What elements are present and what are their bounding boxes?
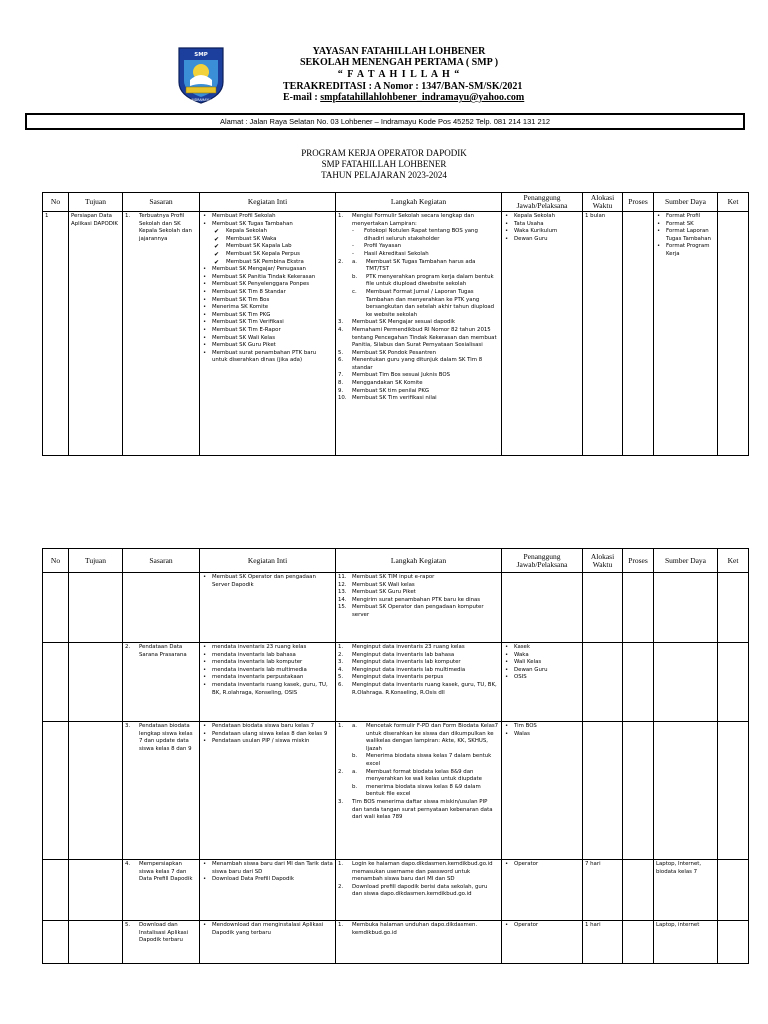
step-item [338,659,499,667]
header-sumber: Sumber Daya [654,549,718,573]
list-item: • Tata Usaha [504,221,580,229]
step-text: Membuat SK Wali kelas [352,581,415,588]
header-penanggung-2: Jawab/Pelaksana [516,201,568,210]
row-ket [718,212,749,456]
step-item [338,574,499,582]
list-item: • Membuat SK Tim PKG [202,312,333,320]
list-item: • mendata inventaris lab multimedia [202,667,333,675]
list-item: • Kepala Sekolah [504,213,580,221]
list-item: • Mendownload dan menginstalasi Aplikasi Dapodik yang terbaru [202,922,333,937]
list-item: • Format Laporan Tugas Tambahan [656,228,715,243]
list-item: • Dewan Guru [504,667,580,675]
header-sumber: Sumber Daya [654,193,718,212]
address-box [25,113,745,130]
step-dash-item: - Profil Yayasan [338,243,499,251]
step-letter: a. [352,768,358,775]
header-sasaran: Sasaran [123,549,200,573]
row-sasaran [123,643,200,722]
row-alokasi: 1 hari [583,921,623,964]
table-row [43,573,749,643]
header-no: No [43,549,69,573]
row-tujuan: Persiapan Data Aplikasi DAPODIK [69,212,123,456]
step-number: 7. [338,372,344,379]
list-item: • mendata inventaris perpustakaan [202,674,333,682]
email-line [283,92,524,103]
checklist-item: ✔ Membuat SK Pembina Ekstra [202,259,333,267]
step-item [338,395,499,403]
row-kegiatan [200,573,336,643]
list-item: • Pendataan ulang siswa kelas 8 dan kelas 9 [202,731,333,739]
list-item: • Membuat SK Penyelenggara Ponpes [202,281,333,289]
list-item: • Dewan Guru [504,236,580,244]
checklist-item: ✔ Kepala Sekolah [202,228,333,236]
step-item [338,644,499,652]
sasaran-number: 2. [125,644,131,650]
header-alokasi [583,193,623,212]
list-item: • Waka Kurikulum [504,228,580,236]
step-text: Membuat Format Jurnal / Laporan Tugas Tambahan dan menyerahkan ke PTK yang bersangkutan dan setelah akhir tahun diupload ke website sekolah [366,288,495,318]
step-number: 10. [338,395,347,402]
step-item [338,769,499,799]
email-address: smpfatahillahlohbener_indramayu@yahoo.com [320,92,525,103]
logo-top-text: SMP [194,52,208,58]
step-item [338,682,499,697]
header-penanggung [502,193,583,212]
row-sasaran [123,212,200,456]
step-item [338,327,499,350]
list-item: • Operator [504,861,580,869]
step-number: 9. [338,387,344,394]
list-item: • OSIS [504,674,580,682]
step-letter: a. [352,723,358,729]
row-sumber: Laptop, Internet, biodata kelas 7 [654,860,718,921]
row-penanggung [502,722,583,860]
step-text: Membuat SK Mengajar sesuai dapodik [352,319,456,326]
row-no: 1 [43,212,69,456]
step-text: Menginput data inventaris ruang kasek, guru, TU, BK, R.Olahraga. R.Konseling, R.Osis dll [352,681,497,696]
row-alokasi: 7 hari [583,860,623,921]
step-number: 12. [338,581,347,588]
sasaran-text: Terbuatnya Profil Sekolah dan SK Kepala Sekolah dan jajarannya [139,213,192,242]
sasaran-text: Pendataan biodata lengkap siswa kelas 7 dan update data siswa kelas 8 dan 9 [139,723,193,752]
list-item: • Walas [504,731,580,739]
header-penanggung-2: Jawab/Pelaksana [516,559,568,569]
step-item [338,380,499,388]
header-langkah: Langkah Kegiatan [336,549,502,573]
step-text: Membuat Tim Bos sesuai Juknis BOS [352,372,450,379]
step-dash-item: - Fotokopi Notulen Rapat tentang BOS yang dihadiri seluruh stakeholder [338,228,499,243]
header-alokasi-1: Alokasi [590,193,615,202]
header-kegiatan: Kegiatan Inti [200,193,336,212]
header-alokasi-1: Alokasi [590,551,615,561]
checklist-item: ✔ Membuat SK Waka [202,236,333,244]
step-item [338,652,499,660]
list-item: • Membuat SK Guru Piket [202,342,333,350]
header-proses: Proses [623,549,654,573]
step-letter: b. [352,273,358,280]
step-letter: b. [352,783,358,790]
step-number: 1. [338,723,344,729]
step-number: 14. [338,596,347,603]
checklist-item: ✔ Membuat SK Kapala Lab [202,243,333,251]
header-penanggung [502,549,583,573]
list-item: • mendata inventaris ruang kasek, guru, TU, BK, R.olahraga, Konseling, OSIS [202,682,333,697]
row-penanggung [502,860,583,921]
step-text: Menginput data inventaris lab komputer [352,659,461,666]
step-item [338,597,499,605]
list-item: • mendata inventaris lab komputer [202,659,333,667]
address-text: Alamat : Jalan Raya Selatan No. 03 Lohbener – Indramayu Kode Pos 45252 Telp. 081 214 131 212 [219,117,551,126]
sasaran-number: 4. [125,861,131,867]
header-penanggung-1: Penanggung [523,551,561,561]
program-year: TAHUN PELAJARAN 2023-2024 [321,170,447,180]
step-number: 13. [338,589,347,596]
list-item: • Menambah siswa baru dari MI dan Tarik data siswa baru dari SD [202,861,333,876]
list-item: • mendata inventaris lab bahasa [202,652,333,660]
step-number: 2. [338,768,344,775]
step-item [338,589,499,597]
step-text: Membuat SK TIM input e-rapor [352,574,435,580]
row-penanggung [502,212,583,456]
header-kegiatan: Kegiatan Inti [200,549,336,573]
school-name: SEKOLAH MENENGAH PERTAMA ( SMP ) [299,57,499,68]
row-kegiatan [200,921,336,964]
step-letter: b. [352,753,358,760]
step-number: 3. [338,798,344,805]
row-sasaran [123,860,200,921]
step-dash-item: - Hasil Akreditasi Sekolah [338,251,499,259]
header-alokasi [583,549,623,573]
row-sumber [654,212,718,456]
step-text: Menentukan guru yang ditunjuk dalam SK Tim 8 standar [352,357,483,371]
list-item: • Waka [504,652,580,660]
step-item [338,213,499,259]
step-number: 4. [338,666,344,673]
step-text: Menggandakan SK Komite [352,380,423,387]
step-text: Membuat SK tim penilai PKG [352,387,430,394]
sasaran-text: Mempersiapkan siswa kelas 7 dan Data Prefill Dapodik [139,861,193,883]
work-program-table-1 [42,192,749,456]
header-penanggung-1: Penanggung [523,193,561,202]
step-letter: a. [352,258,358,265]
row-penanggung [502,643,583,722]
step-number: 5. [338,674,344,681]
table-row [43,860,749,921]
program-school: SMP FATAHILLAH LOHBENER [321,159,447,169]
header-ket: Ket [718,193,749,212]
row-langkah [336,643,502,722]
table-row [43,921,749,964]
step-number: 3. [338,319,344,326]
list-item: • Tim BOS [504,723,580,731]
header-sasaran: Sasaran [123,193,200,212]
sasaran-text: Pendataan Data Sarana Prasarana [139,644,187,658]
step-item [338,259,499,320]
step-text: Mencetak formulir F-PD dan Form Biodata Kelas7 untuk diserahkan ke siswa dan dikumpulkan ke walikelas dengan lampiran: Akte, KK, SKHUS, Ijazah [366,723,499,752]
header-tujuan: Tujuan [69,193,123,212]
list-item: • Membuat SK Tim 8 Standar [202,289,333,297]
step-text: Memahami Permendikbud RI Nomor 82 tahun 2015 tentang Pencegahan Tindak Kekerasan dan membuat Panitia, Silabus dan Surat Pernyataan Sosialisasi [352,326,497,349]
step-item [338,799,499,822]
accreditation: TERAKREDITASI : A Nomor : 1347/BAN-SM/SK/2021 [283,81,523,92]
program-title: PROGRAM KERJA OPERATOR DAPODIK [301,148,467,158]
step-number: 2. [338,258,344,265]
list-item: • Format Program Kerja [656,243,715,258]
row-langkah [336,212,502,456]
step-item [338,723,499,769]
work-program-table-2 [42,548,749,964]
step-letter: c. [352,288,357,295]
list-item: • mendata inventaris 23 ruang kelas [202,644,333,652]
list-item: • Format SK [656,221,715,229]
row-kegiatan [200,212,336,456]
step-item [338,357,499,372]
step-text: Membuat SK Tugas Tambahan harus ada TMT/TST [366,258,476,273]
step-number: 1. [338,922,344,928]
header-langkah: Langkah Kegiatan [336,193,502,212]
row-langkah [336,860,502,921]
sasaran-number: 3. [125,723,131,729]
step-text: Tim BOS menerima daftar siswa miskin/usulan PIP dan tanda tangan surat pernyataan kebenaran data dari wali kelas 789 [352,798,493,821]
list-item: • Membuat SK Wali Kelas [202,335,333,343]
table-row [43,643,749,722]
list-item: • Operator [504,922,580,930]
foundation-name: YAYASAN FATAHILLAH LOHBENER [312,46,486,57]
logo-bottom-text: INDRAMAYU [191,98,211,102]
row-langkah [336,573,502,643]
list-item: • Membuat surat penambahan PTK baru untuk diserahkan dinas (jika ada) [202,350,333,365]
step-text: Menginput data inventaris 23 ruang kelas [352,644,465,650]
step-number: 1. [338,861,344,867]
row-alokasi: 1 bulan [583,212,623,456]
row-kegiatan [200,860,336,921]
step-text: Mengisi Formulir Sekolah secara lengkap dan menyertakan Lampiran: [352,213,475,227]
step-text: menerima biodata siswa kelas 8 &9 dalam bentuk file excel [366,783,481,798]
list-item: • Download Data Prefill Dapodik [202,876,333,884]
step-number: 8. [338,380,344,387]
list-item: • Membuat Profil Sekolah [202,213,333,221]
step-text: Membuat SK Guru Piket [352,589,416,596]
step-number: 2. [338,651,344,658]
step-item [338,922,499,937]
step-item [338,388,499,396]
list-item: • Membuat SK Operator dan pengadaan Server Dapodik [202,574,333,589]
list-item: • Membuat SK Mengajar/ Penugasan [202,266,333,274]
header-ket: Ket [718,549,749,573]
header-tujuan: Tujuan [69,549,123,573]
step-text: Download prefill dapodik berisi data sekolah, guru dan siswa dapo.dikdasmen.kemdikbud.go.id [352,883,488,898]
row-langkah [336,921,502,964]
step-item [338,582,499,590]
row-proses [623,212,654,456]
list-item: • Membuat SK Tim Bos [202,297,333,305]
step-item [338,674,499,682]
list-item: • Wali Kelas [504,659,580,667]
step-number: 2. [338,883,344,890]
step-number: 15. [338,604,347,611]
step-text: Membuat format biodata kelas 8&9 dan menyerahkan ke wali kelas untuk diupdate [366,768,482,783]
step-text: PTK menyerahkan program kerja dalam bentuk file untuk diupload diwebsite sekolah [366,273,494,288]
list-item: • Membuat SK Tim E-Rapor [202,327,333,335]
step-number: 6. [338,357,344,364]
header-no: No [43,193,69,212]
email-prefix: E-mail : [283,92,321,103]
step-text: Menginput data inventaris perpus [352,674,444,681]
checklist-item: ✔ Membuat SK Kepala Perpus [202,251,333,259]
step-item [338,667,499,675]
letterhead [0,0,768,112]
step-item [338,319,499,327]
header-row [43,193,749,212]
row-kegiatan [200,722,336,860]
step-text: Membuka halaman unduhan dapo.dikdasmen. kemdikbud.go.id [352,922,478,936]
list-item: • Membuat SK Tugas Tambahan [202,221,333,229]
list-item: • Menerima SK Komite [202,304,333,312]
step-item [338,350,499,358]
step-number: 11. [338,574,347,580]
step-text: Membuat SK Operator dan pengadaan komputer server [352,604,484,618]
list-item: • Kasek [504,644,580,652]
step-text: Menginput data inventaris lab multimedia [352,666,466,673]
sasaran-number: 1. [125,213,131,219]
step-number: 3. [338,659,344,666]
row-sumber: Laptop, internet [654,921,718,964]
step-number: 5. [338,349,344,356]
step-number: 1. [338,213,344,219]
table-row [43,722,749,860]
step-text: Membuat SK Pondok Pesantren [352,349,437,356]
step-text: Membuat SK Tim verifikasi nilai [352,395,437,402]
step-text: Menerima biodata siswa kelas 7 dalam bentuk excel [366,753,492,767]
step-item [338,604,499,619]
header-proses: Proses [623,193,654,212]
list-item: • Pendataan biodata siswa baru kelas 7 [202,723,333,731]
row-kegiatan [200,643,336,722]
step-item [338,861,499,884]
header-alokasi-2: Waktu [592,559,613,569]
header-row [43,549,749,573]
step-item [338,884,499,899]
row-sasaran [123,921,200,964]
list-item: • Membuat SK Panitia Tindak Kekerasan [202,274,333,282]
list-item: • Format Profil [656,213,715,221]
step-number: 1. [338,644,344,650]
row-penanggung [502,921,583,964]
step-item [338,372,499,380]
step-text: Menginput data inventaris lab bahasa [352,651,455,658]
sasaran-text: Download dan Instalisasi Aplikasi Dapodik terbaru [139,922,189,944]
school-motto: “ F A T A H I L L A H “ [337,69,461,80]
table-row [43,212,749,456]
list-item: • Pendataan usulan PIP / siswa miskin [202,738,333,746]
row-langkah [336,722,502,860]
list-item: • Membuat SK Tim Verifikasi [202,319,333,327]
step-number: 4. [338,326,344,333]
row-sasaran [123,722,200,860]
step-text: Login ke halaman dapo.dikdasmen.kemdikbud.go.id memasukan username dan password untuk menambah siswa baru dari MI dan SD [352,861,493,883]
header-alokasi-2: Waktu [592,201,613,210]
step-number: 6. [338,681,344,688]
step-text: Mengirim surat penambahan PTK baru ke dinas [352,596,481,603]
sasaran-number: 5. [125,922,131,928]
